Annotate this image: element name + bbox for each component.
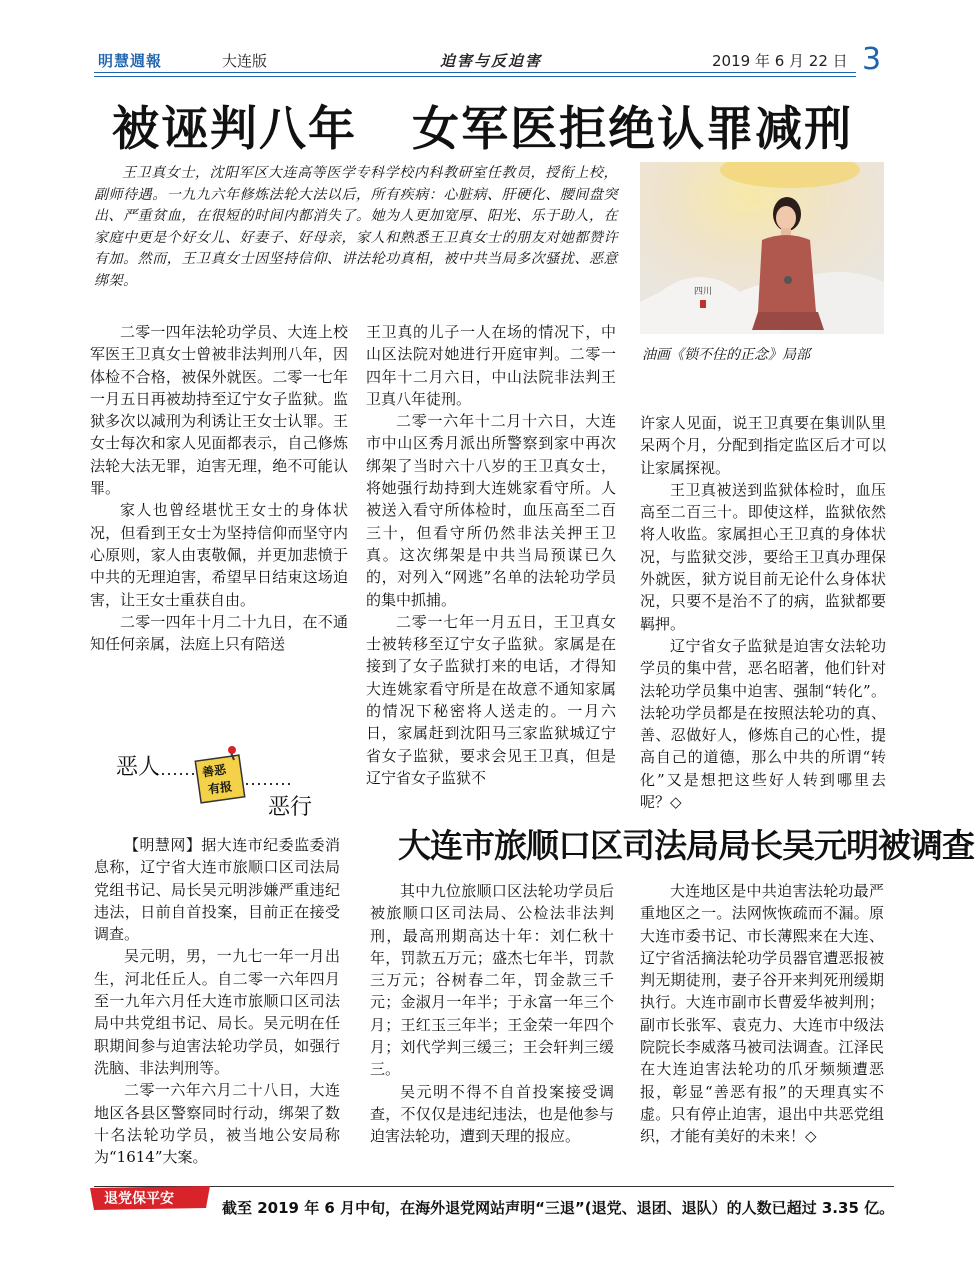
painting-caption: 油画《锁不住的正念》局部 xyxy=(642,347,810,363)
svg-text:四川: 四川 xyxy=(694,287,713,297)
painting-illustration xyxy=(640,162,884,334)
paragraph: 大连地区是中共迫害法轮功最严重地区之一。法网恢恢疏而不漏。原大连市委书记、市长薄熙来在大连、辽宁省活摘法轮功学员器官遭恶报被判无期徒刑，妻子谷开来判死刑缓期执行。大连市副市长曹爱华被判刑；副市长张军、袁克力、大连市中级法院院长李威落马被司法调查。江泽民在大连迫害法轮功的爪牙频频遭恶报，彰显“善恶有报”的天理真实不虚。只有停止迫害，退出中共恶党组织，才能有美好的未来！◇ xyxy=(640,882,884,1146)
paragraph: 二零一六年六月二十八日，大连地区各县区警察同时行动，绑架了数十名法轮功学员，被当地公安局称为“1614”大案。 xyxy=(94,1081,340,1167)
paragraph: 二零一六年十二月十六日，大连市中山区秀月派出所警察到家中再次绑架了当时六十八岁的王卫真女士，将她强行劫持到大连姚家看守所。人被送入看守所体检时，血压高至二百三十，但看守所仍然非法关押王卫真。这次绑架是中共当局预谋已久的，对列入“网逃”名单的法轮功学员的集中抓捕。 xyxy=(366,412,616,609)
edition-label: 大连版 xyxy=(222,52,268,70)
article1-column-2 xyxy=(366,321,616,789)
footer-notice: 截至 2019 年 6 月中旬，在海外退党网站声明“三退”(退党、退团、退队）的人数已超过 3.35 亿。 xyxy=(222,1199,895,1217)
header-rule-thin xyxy=(94,76,856,77)
paragraph: 其中九位旅顺口区法轮功学员后被旅顺口区司法局、公检法非法判刑，最高刑期高达十年：刘仁秋十年，罚款五万元；盛杰七年半，罚款三万元；谷树春二年，罚金款三千元；金淑月一年半；于永富一年三个月；王红玉三年半；王金荣一年四个月；刘代学判三缓三；王会轩判三缓三。 xyxy=(370,882,614,1079)
logo-sign-text-1: 善恶 xyxy=(201,762,227,780)
article2-title: 大连市旅顺口区司法局局长吴元明被调查 xyxy=(398,826,974,865)
paragraph: 家人也曾经堪忧王女士的身体状况，但看到王女士为坚持信仰而坚守内心原则，家人由衷敬佩，并更加悲愤于中共的无理迫害，希望早日结束这场迫害，让王女士重获自由。 xyxy=(90,501,348,609)
paragraph: 吴元明，男，一九七一年一月出生，河北任丘人。自二零一六年四月至一九年六月任大连市旅顺口区司法局中共党组书记、局长。吴元明在任职期间参与迫害法轮功学员，如强行洗脑、非法判刑等。 xyxy=(94,947,340,1077)
footer-rule xyxy=(94,1186,894,1187)
paragraph: 二零一四年法轮功学员、大连上校军医王卫真女士曾被非法判刑八年，因体检不合格，被保外就医。二零一七年一月五日再被劫持至辽宁女子监狱。监狱多次以减刑为利诱让王女士认罪。王女士每次和家人见面都表示，自己修炼法轮大法无罪，迫害无理，绝不可能认罪。 xyxy=(90,323,348,498)
logo-sign-text-2: 有报 xyxy=(207,779,233,797)
article2-column-1 xyxy=(94,834,340,1168)
header-rule xyxy=(94,72,856,73)
section-title: 迫害与反迫害 xyxy=(440,52,543,70)
article1-column-3 xyxy=(640,412,886,813)
article1-column-1 xyxy=(90,321,348,655)
paragraph: 许家人见面，说王卫真要在集训队里呆两个月，分配到指定监区后才可以让家属探视。 xyxy=(640,414,886,477)
page-number: 3 xyxy=(862,42,882,77)
logo-right-text: 恶行 xyxy=(268,795,313,820)
paragraph: 辽宁省女子监狱是迫害女法轮功学员的集中营，恶名昭著，他们针对法轮功学员集中迫害、强制“转化”。法轮功学员都是在按照法轮功的真、善、忍做好人，修炼自己的心性，提高自己的道德，那么中共的所谓“转化”又是想把这些好人转到哪里去呢？◇ xyxy=(640,636,886,812)
paper-name: 明慧週報 xyxy=(98,52,163,70)
intro-paragraph: 王卫真女士，沈阳军区大连高等医学专科学校内科教研室任教员，授衔上校，副师待遇。一九九六年修炼法轮大法以后，所有疾病：心脏病、肝硬化、腰间盘突出、严重贫血，在很短的时间内都消失了。她为人更加宽厚、阳光、乐于助人，在家庭中更是个好女儿、好妻子、好母亲，家人和熟悉王卫真女士的朋友对她都赞许有加。然而，王卫真女士因坚持信仰、讲法轮功真相，被中共当局多次骚扰、恶意绑架。 xyxy=(94,165,618,289)
paragraph: 【明慧网】据大连市纪委监委消息称，辽宁省大连市旅顺口区司法局党组书记、局长吴元明涉嫌严重违纪违法，日前自首投案，目前正在接受调查。 xyxy=(94,836,340,944)
paragraph: 二零一四年十月二十九日，在不通知任何亲属，法庭上只有陪送 xyxy=(90,612,348,654)
issue-date: 2019 年 6 月 22 日 xyxy=(712,52,848,70)
paragraph: 二零一七年一月五日，王卫真女士被转移至辽宁女子监狱。家属是在接到了女子监狱打来的电话，才得知大连姚家看守所是在故意不通知家属的情况下秘密将人送走的。一月六日，家属赶到沈阳马三家监狱城辽宁省女子监狱，要求会见王卫真，但是辽宁省女子监狱不 xyxy=(366,612,616,787)
article2-column-3 xyxy=(640,880,884,1148)
paragraph: 王卫真被送到监狱体检时，血压高至二百三十。即使这样，监狱依然将人收监。家属担心王卫真的身体状况，与监狱交涉，要给王卫真办理保外就医，狱方说目前无论什么身体状况，只要不是治不了的病，监狱都要羁押。 xyxy=(640,480,886,633)
quit-party-badge xyxy=(88,1184,214,1216)
oil-painting-image xyxy=(640,162,884,334)
paragraph: 王卫真的儿子一人在场的情况下，中山区法院对她进行开庭审判。二零一四年十二月六日，中山法院非法判王卫真八年徒刑。 xyxy=(366,323,616,408)
logo-left-text: 恶人 xyxy=(116,755,161,780)
article2-column-2 xyxy=(370,880,614,1148)
badge-label: 退党保平安 xyxy=(104,1191,174,1207)
paragraph: 吴元明不得不自首投案接受调查，不仅仅是违纪违法，也是他参与迫害法轮功，遭到天理的报应。 xyxy=(370,1082,614,1146)
article1-intro xyxy=(94,163,618,293)
article1-title: 被诬判八年 女军医拒绝认罪减刑 xyxy=(112,102,854,157)
evil-deeds-section-logo xyxy=(96,746,344,820)
